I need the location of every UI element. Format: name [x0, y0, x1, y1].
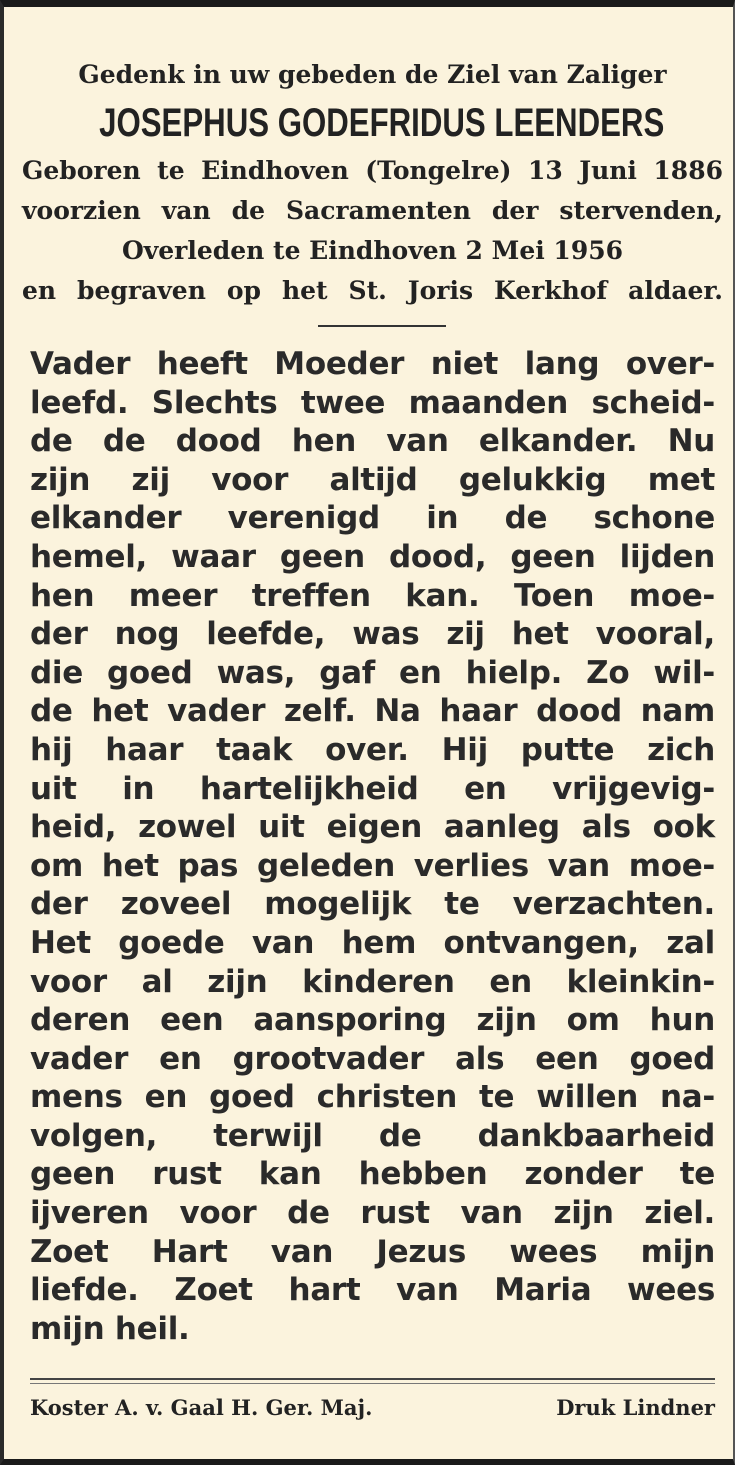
text-line: Het goede van hem ontvangen, zal: [30, 924, 715, 961]
deceased-name: JOSEPHUS GODEFRIDUS LEENDERS: [99, 101, 665, 145]
text-line: zijn zij voor altijd gelukkig met: [30, 461, 715, 498]
card-header: [22, 55, 723, 311]
text-line: heid, zowel uit eigen aanleg als ook: [30, 809, 715, 846]
intro-line: Gedenk in uw gebeden de Ziel van Zaliger: [78, 60, 667, 89]
text-line: mijn heil.: [30, 1310, 190, 1347]
text-line: der nog leefde, was zij het vooral,: [30, 616, 715, 653]
text-line: die goed was, gaf en hielp. Zo wil-: [30, 654, 715, 691]
burial-line: en begraven op het St. Joris Kerkhof aldaer.: [22, 276, 723, 305]
text-line: geen rust kan hebben zonder te: [30, 1156, 715, 1193]
header-divider: [318, 325, 446, 327]
text-line: Vader heeft Moeder niet lang over-: [30, 346, 715, 382]
sacraments-line: voorzien van de Sacramenten der stervenden,: [22, 196, 723, 225]
footer-divider: [30, 1378, 715, 1380]
text-line: hemel, waar geen dood, geen lijden: [30, 538, 715, 575]
text-line: voor al zijn kinderen en kleinkin-: [30, 963, 715, 1000]
text-line: vader en grootvader als een goed: [30, 1040, 715, 1077]
text-line: om het pas geleden verlies van moe-: [30, 847, 715, 884]
text-line: uit in hartelijkheid en vrijgevig-: [30, 770, 715, 807]
text-line: hij haar taak over. Hij putte zich: [30, 731, 715, 768]
text-line: deren een aansporing zijn om hun: [30, 1002, 715, 1039]
text-line: volgen, terwijl de dankbaarheid: [30, 1117, 715, 1154]
text-line: liefde. Zoet hart van Maria wees: [30, 1272, 715, 1309]
text-line: de het vader zelf. Na haar dood nam: [30, 693, 715, 730]
birth-line: Geboren te Eindhoven (Tongelre) 13 Juni 1886: [22, 156, 723, 185]
text-line: hen meer treffen kan. Toen moe-: [30, 577, 715, 614]
text-line: leefd. Slechts twee maanden scheid-: [30, 384, 715, 421]
footer-divider-thin: [30, 1383, 715, 1384]
card-footer: [30, 1393, 715, 1423]
text-line: mens en goed christen te willen na-: [30, 1079, 715, 1116]
text-line: Zoet Hart van Jezus wees mijn: [30, 1233, 715, 1270]
footer-printer: Druk Lindner: [556, 1395, 715, 1420]
text-line: der zoveel mogelijk te verzachten.: [30, 886, 715, 923]
text-line: ijveren voor de rust van zijn ziel.: [30, 1195, 715, 1232]
death-line: Overleden te Eindhoven 2 Mei 1956: [121, 236, 624, 265]
text-line: de de dood hen van elkander. Nu: [30, 423, 715, 460]
text-line: elkander verenigd in de schone: [30, 500, 715, 537]
memorial-text: [30, 345, 715, 1348]
footer-credit: Koster A. v. Gaal H. Ger. Maj.: [30, 1395, 373, 1420]
